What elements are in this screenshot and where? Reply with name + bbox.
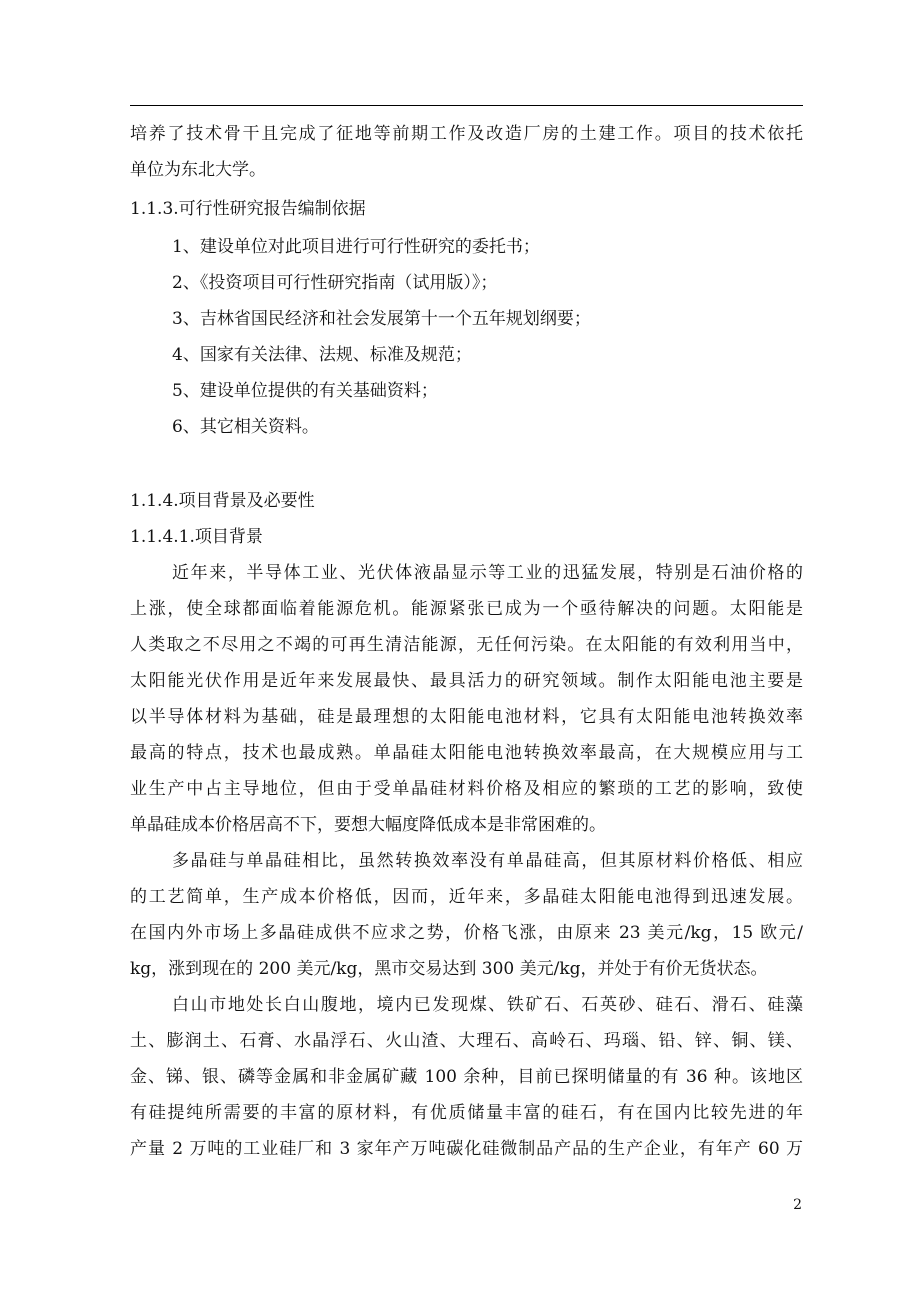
text-line: 业生产中占主导地位，但由于受单晶硅材料价格及相应的繁琐的工艺的影响，致使 [130,779,803,799]
list-item: 5、建设单位提供的有关基础资料； [172,381,438,401]
text-line: 太阳能光伏作用是近年来发展最快、最具活力的研究领域。制作太阳能电池主要是 [130,671,803,691]
list-item: 1、建设单位对此项目进行可行性研究的委托书； [172,237,540,257]
list-item: 2、《投资项目可行性研究指南（试用版）》； [172,273,498,293]
list-item: 3、吉林省国民经济和社会发展第十一个五年规划纲要； [172,309,591,329]
text-line: 在国内外市场上多晶硅成供不应求之势，价格飞涨，由原来 23 美元/kg，15 欧元/ [130,923,803,943]
text-line: 单晶硅成本价格居高不下，要想大幅度降低成本是非常困难的。 [130,815,606,835]
text-line: 多晶硅与单晶硅相比，虽然转换效率没有单晶硅高，但其原材料价格低、相应 [172,851,803,871]
header-rule [130,105,803,106]
page-number: 2 [793,1197,802,1213]
text-line: 白山市地处长白山腹地，境内已发现煤、铁矿石、石英砂、硅石、滑石、硅藻 [172,995,803,1015]
text-line: 以半导体材料为基础，硅是最理想的太阳能电池材料，它具有太阳能电池转换效率 [130,707,803,727]
section-heading: 1.1.3.可行性研究报告编制依据 [130,199,366,219]
text-line: 有硅提纯所需要的丰富的原材料，有优质储量丰富的硅石，有在国内比较先进的年 [130,1103,803,1123]
text-line: 金、锑、银、磷等金属和非金属矿藏 100 余种，目前已探明储量的有 36 种。该地区 [130,1067,803,1087]
text-line: 上涨，使全球都面临着能源危机。能源紧张已成为一个亟待解决的问题。太阳能是 [130,599,803,619]
text-line: 培养了技术骨干且完成了征地等前期工作及改造厂房的土建工作。项目的技术依托 [130,124,803,144]
subsection-heading: 1.1.4.1.项目背景 [130,527,263,547]
section-heading: 1.1.4.项目背景及必要性 [130,491,315,511]
text-line: 人类取之不尽用之不竭的可再生清洁能源，无任何污染。在太阳能的有效利用当中， [130,635,803,655]
text-line: 近年来，半导体工业、光伏体液晶显示等工业的迅猛发展，特别是石油价格的 [172,563,803,583]
list-item: 6、其它相关资料。 [172,417,319,437]
text-line: 最高的特点，技术也最成熟。单晶硅太阳能电池转换效率最高，在大规模应用与工 [130,743,803,763]
text-line: kg，涨到现在的 200 美元/kg，黑市交易达到 300 美元/kg，并处于有价无货状态。 [130,959,768,979]
text-line: 单位为东北大学。 [130,160,266,180]
text-line: 土、膨润土、石膏、水晶浮石、火山渣、大理石、高岭石、玛瑙、铅、锌、铜、镁、 [130,1031,803,1051]
text-line: 产量 2 万吨的工业硅厂和 3 家年产万吨碳化硅微制品产品的生产企业，有年产 60 万 [130,1139,803,1159]
text-line: 的工艺简单，生产成本价格低，因而，近年来，多晶硅太阳能电池得到迅速发展。 [130,887,803,907]
list-item: 4、国家有关法律、法规、标准及规范； [172,345,472,365]
